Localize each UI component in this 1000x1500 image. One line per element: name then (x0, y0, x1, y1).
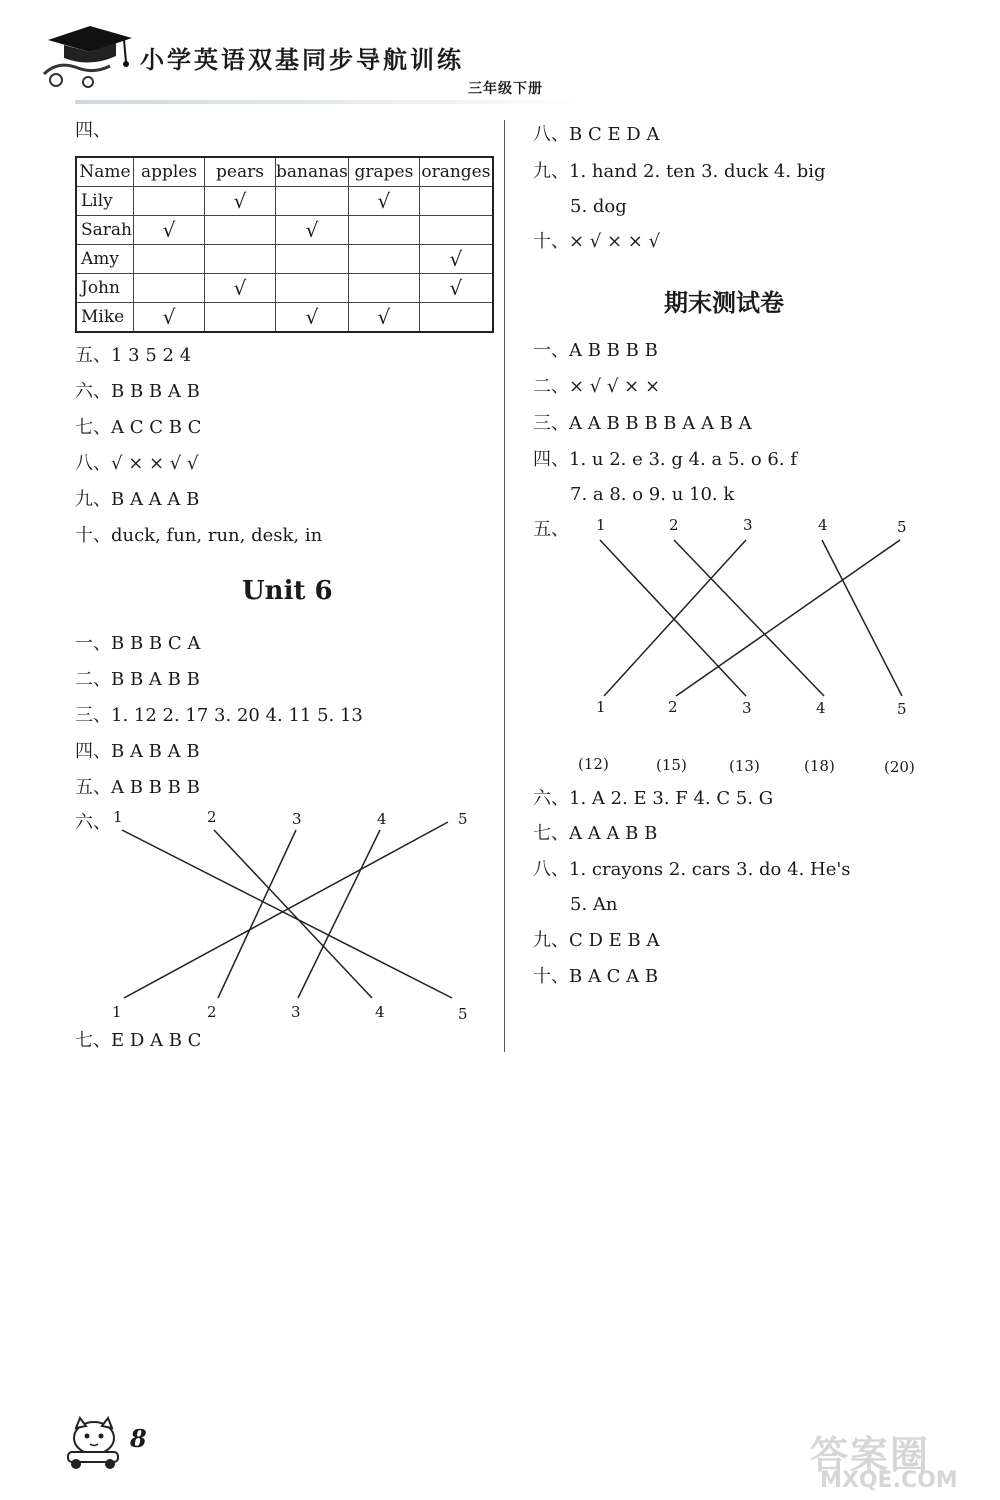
answer-line (533, 233, 660, 251)
answer-line (533, 451, 797, 469)
section-label: 六、 (75, 381, 111, 402)
answer-line (533, 342, 658, 360)
section-label: 一、 (75, 633, 111, 654)
page-number: 8 (130, 1424, 147, 1453)
answer-text: 1. u 2. e 3. g 4. a 5. o 6. f (569, 449, 797, 470)
answer-line (75, 1032, 201, 1050)
answer-text: A B B B B (569, 340, 658, 361)
answer-text: B A C A B (569, 966, 659, 987)
table-cell: √ (205, 187, 276, 216)
table-cell: √ (348, 187, 419, 216)
unit-6-title: Unit 6 (242, 576, 333, 606)
answer-text: A A B B B B A A B A (569, 413, 752, 434)
row-name: Amy (76, 245, 134, 274)
book-title: 小学英语双基同步导航训练 (140, 46, 464, 74)
match-top-number: 1 (596, 516, 606, 534)
score-label: (20) (884, 758, 915, 776)
table-header: bananas (276, 157, 349, 187)
answer-line (533, 790, 773, 808)
match-line (218, 830, 296, 998)
table-cell: √ (276, 216, 349, 245)
row-name: Mike (76, 303, 134, 333)
section-label: 九、 (533, 930, 569, 951)
answer-text: B B B C A (111, 633, 201, 654)
match-top-number: 2 (669, 516, 679, 534)
match-line (822, 540, 902, 696)
table-cell: √ (276, 303, 349, 333)
section-label: 八、 (533, 859, 569, 880)
table-cell: √ (419, 245, 493, 274)
section-label: 十、 (75, 525, 111, 546)
match-top-number: 4 (377, 810, 387, 828)
match-top-number: 2 (207, 808, 217, 826)
answer-text: A B B B B (111, 777, 200, 798)
section-label: 八、 (75, 453, 111, 474)
answer-text: B B B A B (111, 381, 200, 402)
answer-line (570, 896, 618, 914)
answer-text: B B A B B (111, 669, 200, 690)
section-label: 三、 (533, 413, 569, 434)
match-bottom-number: 4 (816, 699, 826, 717)
match-top-number: 3 (292, 810, 302, 828)
answer-text: 5. An (570, 894, 618, 915)
answer-line (570, 198, 627, 216)
watermark-url: MXQE.COM (820, 1468, 958, 1493)
answer-text: 1. crayons 2. cars 3. do 4. He's (569, 859, 851, 880)
match-top-number: 5 (458, 810, 468, 828)
section-label: 七、 (75, 417, 111, 438)
score-label: (18) (804, 757, 835, 775)
match-bottom-number: 5 (458, 1005, 468, 1023)
watermark-logo: 答案圈 (810, 1433, 931, 1477)
table-cell: √ (134, 303, 205, 333)
row-name: John (76, 274, 134, 303)
row-name: Lily (76, 187, 134, 216)
match-bottom-number: 1 (596, 698, 606, 716)
answer-text: duck, fun, run, desk, in (111, 525, 323, 546)
section-label: 七、 (75, 1030, 111, 1051)
score-label: (15) (656, 756, 687, 774)
row-name: Sarah (76, 216, 134, 245)
answer-line (533, 126, 659, 144)
answer-line (533, 825, 657, 843)
match-line (298, 830, 380, 998)
table-cell: √ (134, 216, 205, 245)
answer-line (570, 486, 734, 504)
answer-text: B A B A B (111, 741, 200, 762)
match-bottom-number: 1 (112, 1003, 122, 1021)
answer-text: 5. dog (570, 196, 627, 217)
section-5-label: 五、 (533, 519, 569, 540)
table-header: apples (134, 157, 205, 187)
final-test-title: 期末测试卷 (664, 289, 784, 317)
section-4-label: 四、 (75, 120, 111, 141)
answer-text: 1. A 2. E 3. F 4. C 5. G (569, 788, 774, 809)
answer-text: B A A A B (111, 489, 200, 510)
answer-text: 7. a 8. o 9. u 10. k (570, 484, 735, 505)
match-bottom-number: 3 (742, 699, 752, 717)
match-line (214, 830, 372, 998)
answer-text: A C C B C (111, 417, 202, 438)
score-label: (13) (729, 757, 760, 775)
match-bottom-number: 5 (897, 700, 907, 718)
answer-text: 1. 12 2. 17 3. 20 4. 11 5. 13 (111, 705, 363, 726)
grade-subtitle: 三年级下册 (468, 81, 543, 97)
cat-mascot-icon (60, 1416, 126, 1470)
answer-text: √ × × √ √ (111, 453, 199, 474)
answer-line (533, 932, 659, 950)
answer-text: 1 3 5 2 4 (111, 345, 192, 366)
section-label: 五、 (75, 345, 111, 366)
answer-text: × √ √ × × (569, 376, 661, 397)
table-header: grapes (348, 157, 419, 187)
match-top-number: 3 (743, 516, 753, 534)
answer-text: A A A B B (569, 823, 658, 844)
match-line (676, 540, 900, 696)
match-bottom-number: 4 (375, 1003, 385, 1021)
answer-text: C D E B A (569, 930, 660, 951)
match-line (674, 540, 824, 696)
match-bottom-number: 2 (207, 1003, 217, 1021)
section-label: 十、 (533, 966, 569, 987)
section-label: 三、 (75, 705, 111, 726)
answer-line (533, 163, 826, 181)
section-label: 八、 (533, 124, 569, 145)
answer-line (533, 378, 660, 396)
table-cell: √ (205, 274, 276, 303)
answer-text: 1. hand 2. ten 3. duck 4. big (569, 161, 826, 182)
match-bottom-number: 2 (668, 698, 678, 716)
answer-line (533, 861, 851, 879)
table-header: pears (205, 157, 276, 187)
answer-text: × √ × × √ (569, 231, 661, 252)
answer-text: B C E D A (569, 124, 660, 145)
section-label: 四、 (75, 741, 111, 762)
section-label: 十、 (533, 231, 569, 252)
section-label: 六、 (533, 788, 569, 809)
section-label: 五、 (75, 777, 111, 798)
match-bottom-number: 3 (291, 1003, 301, 1021)
table-cell: √ (419, 274, 493, 303)
match-top-number: 4 (818, 516, 828, 534)
section-label: 四、 (533, 449, 569, 470)
answer-line (533, 968, 658, 986)
section-label: 二、 (533, 376, 569, 397)
table-cell: √ (348, 303, 419, 333)
table-header: oranges (419, 157, 493, 187)
section-label: 二、 (75, 669, 111, 690)
match-top-number: 1 (113, 808, 123, 826)
section-label: 一、 (533, 340, 569, 361)
section-label: 七、 (533, 823, 569, 844)
section-6-label: 六、 (75, 812, 111, 833)
match-top-number: 5 (897, 518, 907, 536)
answer-text: E D A B C (111, 1030, 202, 1051)
answer-line (533, 415, 752, 433)
score-label: (12) (578, 755, 609, 773)
section-label: 九、 (533, 161, 569, 182)
section-label: 九、 (75, 489, 111, 510)
table-header: Name (76, 157, 134, 187)
